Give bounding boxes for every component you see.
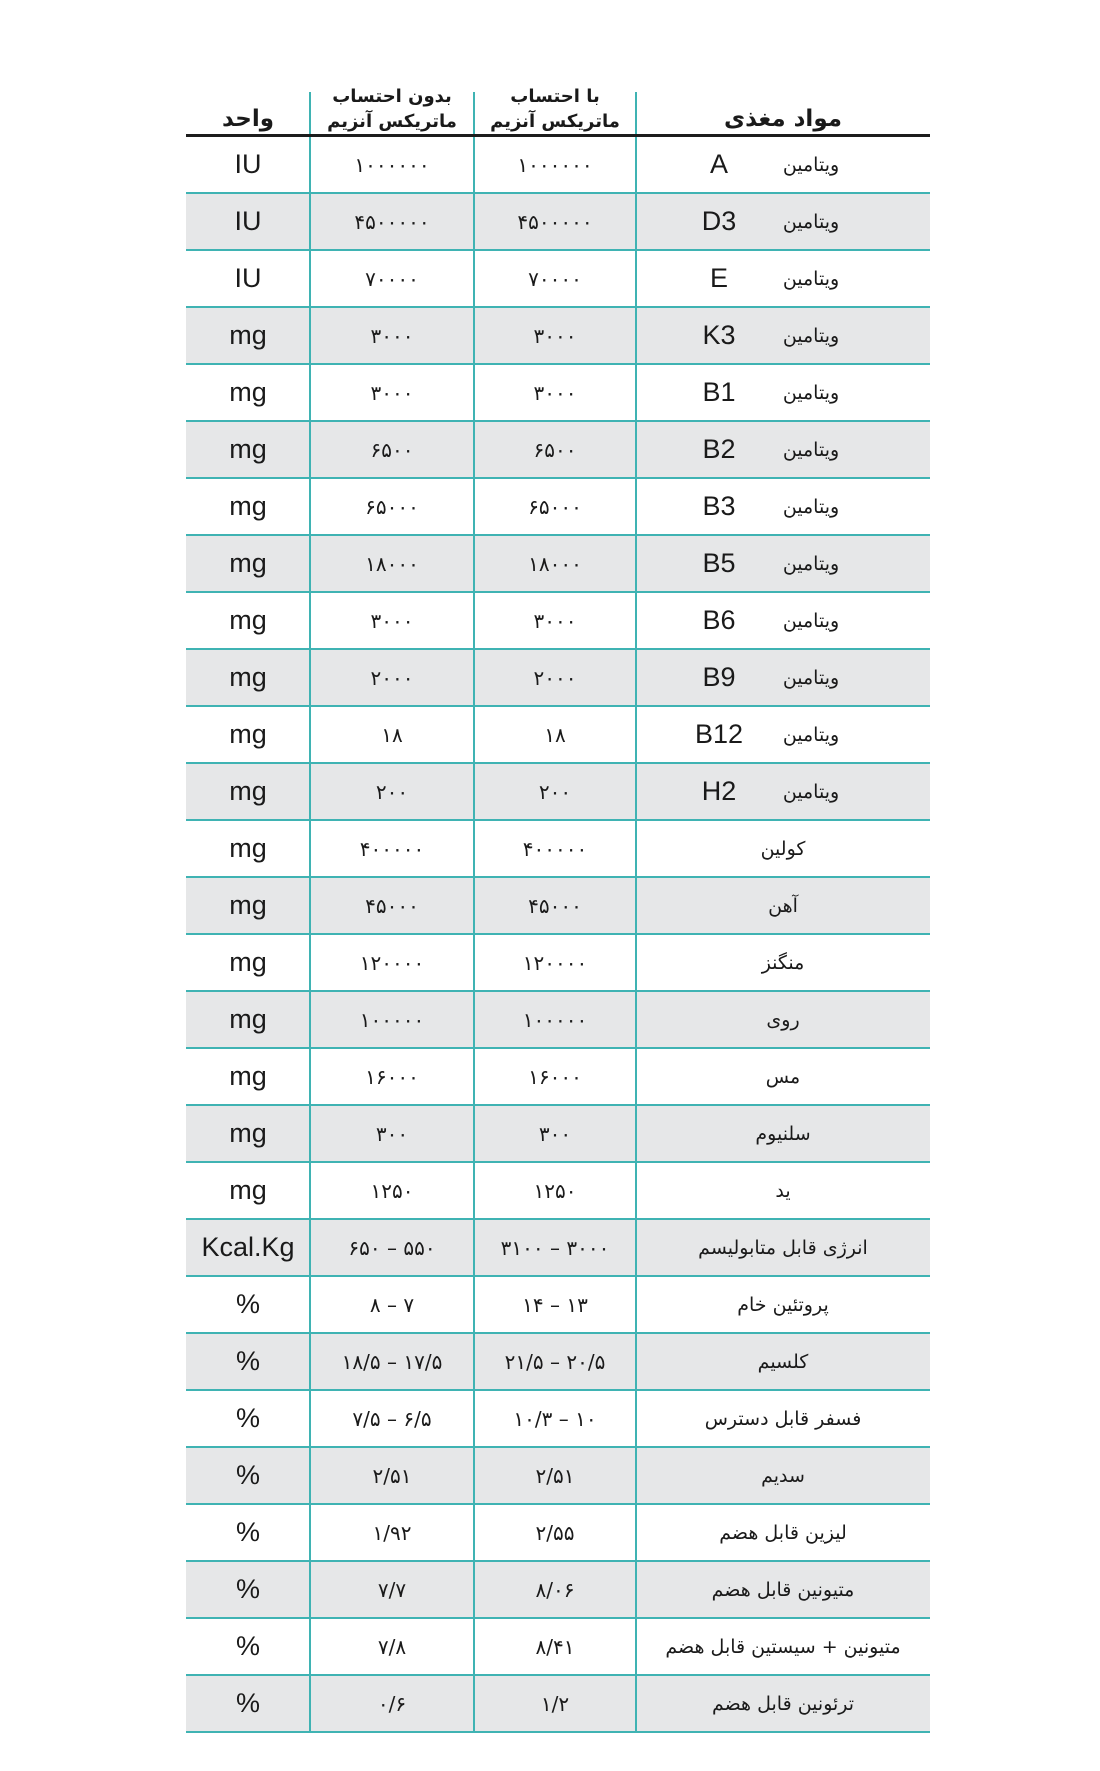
column-divider xyxy=(473,1448,475,1503)
column-divider xyxy=(473,1391,475,1446)
table-row xyxy=(186,137,930,194)
value-with-matrix-cell: ۲۰/۵ – ۲۱/۵ xyxy=(504,1349,606,1374)
nutrient-name-cell: آهن xyxy=(768,894,798,917)
value-without-matrix-cell: ۰/۶ xyxy=(377,1691,407,1716)
unit-cell: mg xyxy=(229,662,267,692)
column-divider xyxy=(635,251,637,306)
column-divider xyxy=(635,1106,637,1161)
column-divider xyxy=(635,650,637,705)
table-row xyxy=(186,308,930,365)
column-divider xyxy=(635,992,637,1047)
value-with-matrix-cell: ۱۳ – ۱۴ xyxy=(522,1292,588,1317)
column-divider xyxy=(309,479,311,534)
vitamin-label: ویتامین xyxy=(782,381,840,404)
value-without-matrix-cell: ۶۵۰۰ xyxy=(370,437,414,462)
table-row xyxy=(186,935,930,992)
value-with-matrix-cell: ۱۰۰۰۰۰۰ xyxy=(517,152,593,177)
vitamin-label: ویتامین xyxy=(782,666,840,689)
column-divider xyxy=(309,1448,311,1503)
column-divider xyxy=(309,194,311,249)
value-with-matrix-cell: ۳۰۰۰ xyxy=(533,380,577,405)
table-row xyxy=(186,593,930,650)
column-divider xyxy=(473,1277,475,1332)
value-without-matrix-cell: ۴۵۰۰۰ xyxy=(365,893,419,918)
value-with-matrix-cell: ۳۰۰۰ – ۳۱۰۰ xyxy=(500,1235,610,1260)
column-divider xyxy=(635,479,637,534)
vitamin-code: B5 xyxy=(702,548,736,578)
unit-cell: IU xyxy=(234,206,262,236)
column-divider xyxy=(309,1619,311,1674)
vitamin-code: B12 xyxy=(694,719,744,749)
vitamin-code: B2 xyxy=(702,434,736,464)
table-row xyxy=(186,1448,930,1505)
column-divider xyxy=(309,536,311,591)
vitamin-label: ویتامین xyxy=(782,723,840,746)
unit-cell: mg xyxy=(229,605,267,635)
value-with-matrix-cell: ۷۰۰۰۰ xyxy=(528,266,582,291)
table-row xyxy=(186,1277,930,1334)
value-without-matrix-cell: ۷۰۰۰۰ xyxy=(365,266,419,291)
value-without-matrix-cell: ۵۵۰ – ۶۵۰ xyxy=(348,1235,436,1260)
column-divider xyxy=(309,764,311,819)
column-divider xyxy=(635,1448,637,1503)
value-without-matrix-cell: ۱/۹۲ xyxy=(372,1520,412,1545)
nutrient-name-cell: متیونین + سیستین قابل هضم xyxy=(665,1635,901,1658)
table-row xyxy=(186,1163,930,1220)
value-with-matrix-cell: ۳۰۰۰ xyxy=(533,323,577,348)
column-divider xyxy=(309,251,311,306)
value-with-matrix-cell: ۶۵۰۰ xyxy=(533,437,577,462)
column-divider xyxy=(473,1562,475,1617)
value-with-matrix-cell: ۲۰۰ xyxy=(538,779,572,804)
column-divider xyxy=(635,764,637,819)
header-without-line2: ماتریکس آنزیم xyxy=(327,111,457,132)
column-divider xyxy=(473,707,475,762)
unit-cell: mg xyxy=(229,890,267,920)
unit-cell: mg xyxy=(229,833,267,863)
column-divider xyxy=(635,1220,637,1275)
column-divider xyxy=(309,935,311,990)
column-divider xyxy=(309,308,311,363)
header-with-enzyme-matrix xyxy=(474,56,636,148)
table-row xyxy=(186,194,930,251)
unit-cell: Kcal.Kg xyxy=(201,1232,295,1262)
column-divider xyxy=(635,1049,637,1104)
table-row xyxy=(186,821,930,878)
header-with-line1: با احتساب xyxy=(510,86,600,107)
nutrient-name-cell: ید xyxy=(775,1179,791,1202)
nutrient-name-cell: لیزین قابل هضم xyxy=(719,1521,847,1544)
table-row xyxy=(186,650,930,707)
table-body xyxy=(186,137,930,1733)
value-with-matrix-cell: ۱۲۰۰۰۰ xyxy=(522,950,588,975)
column-divider xyxy=(309,1106,311,1161)
value-without-matrix-cell: ۱۸۰۰۰ xyxy=(365,551,419,576)
column-divider xyxy=(473,1334,475,1389)
column-divider xyxy=(635,1562,637,1617)
column-divider xyxy=(309,1277,311,1332)
value-without-matrix-cell: ۳۰۰۰ xyxy=(370,323,414,348)
column-divider xyxy=(309,650,311,705)
column-divider xyxy=(635,878,637,933)
column-divider xyxy=(473,194,475,249)
value-with-matrix-cell: ۴۵۰۰۰ xyxy=(528,893,582,918)
nutrient-name-cell: سلنیوم xyxy=(755,1122,811,1145)
column-divider xyxy=(309,1334,311,1389)
column-divider xyxy=(635,137,637,192)
column-divider xyxy=(635,707,637,762)
unit-cell: % xyxy=(235,1460,260,1490)
table-row xyxy=(186,878,930,935)
value-without-matrix-cell: ۱۶۰۰۰ xyxy=(365,1064,419,1089)
value-with-matrix-cell: ۸/۴۱ xyxy=(535,1634,575,1659)
table-row xyxy=(186,365,930,422)
column-divider xyxy=(473,1676,475,1731)
column-divider xyxy=(309,1505,311,1560)
table-header xyxy=(186,56,930,137)
unit-cell: mg xyxy=(229,377,267,407)
value-without-matrix-cell: ۲۰۰۰ xyxy=(370,665,414,690)
nutrient-name-cell: پروتئین خام xyxy=(737,1293,829,1316)
vitamin-code: K3 xyxy=(702,320,736,350)
vitamin-code: E xyxy=(709,263,728,293)
value-with-matrix-cell: ۸/۰۶ xyxy=(535,1577,575,1602)
value-with-matrix-cell: ۱۲۵۰ xyxy=(533,1178,577,1203)
value-with-matrix-cell: ۱۰۰۰۰۰ xyxy=(522,1007,588,1032)
vitamin-code: B9 xyxy=(702,662,736,692)
value-with-matrix-cell: ۲/۵۵ xyxy=(535,1520,575,1545)
nutrient-name-cell: انرژی قابل متابولیسم xyxy=(698,1236,868,1259)
table-row xyxy=(186,707,930,764)
column-divider xyxy=(473,251,475,306)
column-divider xyxy=(473,821,475,876)
value-without-matrix-cell: ۱۲۰۰۰۰ xyxy=(359,950,425,975)
column-divider xyxy=(473,1163,475,1218)
column-divider xyxy=(309,1676,311,1731)
table-row xyxy=(186,1049,930,1106)
value-without-matrix-cell: ۱۲۵۰ xyxy=(370,1178,414,1203)
column-divider xyxy=(473,422,475,477)
column-divider xyxy=(309,1049,311,1104)
value-with-matrix-cell: ۳۰۰۰ xyxy=(533,608,577,633)
unit-cell: % xyxy=(235,1574,260,1604)
column-divider xyxy=(635,194,637,249)
unit-cell: % xyxy=(235,1631,260,1661)
header-divider xyxy=(473,92,475,134)
column-divider xyxy=(635,935,637,990)
column-divider xyxy=(635,1163,637,1218)
header-without-line1: بدون احتساب xyxy=(332,86,452,107)
unit-cell: % xyxy=(235,1346,260,1376)
value-without-matrix-cell: ۲۰۰ xyxy=(375,779,409,804)
header-divider xyxy=(635,92,637,134)
nutrient-name-cell: متیونین قابل هضم xyxy=(711,1578,855,1601)
unit-cell: mg xyxy=(229,434,267,464)
vitamin-code: B6 xyxy=(702,605,736,635)
column-divider xyxy=(635,1334,637,1389)
value-with-matrix-cell: ۲۰۰۰ xyxy=(533,665,577,690)
value-with-matrix-cell: ۱۶۰۰۰ xyxy=(528,1064,582,1089)
column-divider xyxy=(309,1163,311,1218)
table-row xyxy=(186,1562,930,1619)
column-divider xyxy=(309,422,311,477)
value-with-matrix-cell: ۴۵۰۰۰۰۰ xyxy=(517,209,593,234)
column-divider xyxy=(635,365,637,420)
value-without-matrix-cell: ۳۰۰ xyxy=(375,1121,409,1146)
unit-cell: mg xyxy=(229,548,267,578)
value-with-matrix-cell: ۱/۲ xyxy=(540,1691,570,1716)
column-divider xyxy=(473,137,475,192)
unit-cell: mg xyxy=(229,1004,267,1034)
vitamin-label: ویتامین xyxy=(782,324,840,347)
column-divider xyxy=(473,1106,475,1161)
vitamin-label: ویتامین xyxy=(782,438,840,461)
column-divider xyxy=(309,1562,311,1617)
value-without-matrix-cell: ۷ – ۸ xyxy=(369,1292,415,1317)
table-row xyxy=(186,992,930,1049)
table-row xyxy=(186,1505,930,1562)
column-divider xyxy=(635,1277,637,1332)
value-without-matrix-cell: ۲/۵۱ xyxy=(372,1463,412,1488)
column-divider xyxy=(473,479,475,534)
value-without-matrix-cell: ۱۰۰۰۰۰۰ xyxy=(354,152,430,177)
nutrient-name-cell: کلسیم xyxy=(757,1350,809,1373)
vitamin-code: H2 xyxy=(701,776,737,806)
header-divider xyxy=(309,92,311,134)
unit-cell: mg xyxy=(229,491,267,521)
unit-cell: IU xyxy=(234,263,262,293)
value-without-matrix-cell: ۴۰۰۰۰۰ xyxy=(359,836,425,861)
column-divider xyxy=(309,707,311,762)
column-divider xyxy=(473,365,475,420)
unit-cell: mg xyxy=(229,1175,267,1205)
column-divider xyxy=(473,992,475,1047)
vitamin-label: ویتامین xyxy=(782,210,840,233)
vitamin-label: ویتامین xyxy=(782,609,840,632)
table-row xyxy=(186,1676,930,1733)
nutrient-name-cell: فسفر قابل دسترس xyxy=(704,1407,862,1430)
column-divider xyxy=(309,1391,311,1446)
value-without-matrix-cell: ۷/۷ xyxy=(377,1577,407,1602)
value-without-matrix-cell: ۱۰۰۰۰۰ xyxy=(359,1007,425,1032)
value-with-matrix-cell: ۶۵۰۰۰ xyxy=(528,494,582,519)
table-row xyxy=(186,251,930,308)
value-with-matrix-cell: ۳۰۰ xyxy=(538,1121,572,1146)
unit-cell: % xyxy=(235,1289,260,1319)
nutrient-name-cell: سدیم xyxy=(761,1464,805,1487)
header-with-line2: ماتریکس آنزیم xyxy=(490,111,620,132)
vitamin-code: B1 xyxy=(702,377,736,407)
value-with-matrix-cell: ۲/۵۱ xyxy=(535,1463,575,1488)
table-row xyxy=(186,1334,930,1391)
column-divider xyxy=(635,1505,637,1560)
column-divider xyxy=(309,137,311,192)
vitamin-label: ویتامین xyxy=(782,495,840,518)
unit-cell: mg xyxy=(229,1061,267,1091)
column-divider xyxy=(635,1676,637,1731)
column-divider xyxy=(635,593,637,648)
value-without-matrix-cell: ۳۰۰۰ xyxy=(370,608,414,633)
value-with-matrix-cell: ۱۸۰۰۰ xyxy=(528,551,582,576)
column-divider xyxy=(635,821,637,876)
value-without-matrix-cell: ۱۸ xyxy=(381,722,403,747)
unit-cell: % xyxy=(235,1688,260,1718)
nutrient-name-cell: ترئونین قابل هضم xyxy=(711,1692,855,1715)
value-without-matrix-cell: ۶۵۰۰۰ xyxy=(365,494,419,519)
vitamin-label: ویتامین xyxy=(782,153,840,176)
column-divider xyxy=(473,1220,475,1275)
unit-cell: % xyxy=(235,1403,260,1433)
vitamin-label: ویتامین xyxy=(782,267,840,290)
vitamin-label: ویتامین xyxy=(782,552,840,575)
unit-cell: % xyxy=(235,1517,260,1547)
unit-cell: IU xyxy=(234,149,262,179)
value-without-matrix-cell: ۶/۵ – ۷/۵ xyxy=(352,1406,432,1431)
column-divider xyxy=(473,1049,475,1104)
table-row xyxy=(186,479,930,536)
table-row xyxy=(186,1619,930,1676)
column-divider xyxy=(473,650,475,705)
column-divider xyxy=(635,536,637,591)
unit-cell: mg xyxy=(229,947,267,977)
value-with-matrix-cell: ۴۰۰۰۰۰ xyxy=(522,836,588,861)
column-divider xyxy=(473,593,475,648)
table-row xyxy=(186,1391,930,1448)
value-without-matrix-cell: ۴۵۰۰۰۰۰ xyxy=(354,209,430,234)
table-row xyxy=(186,764,930,821)
column-divider xyxy=(635,1391,637,1446)
value-without-matrix-cell: ۷/۸ xyxy=(377,1634,407,1659)
table-row xyxy=(186,1220,930,1277)
column-divider xyxy=(473,878,475,933)
unit-cell: mg xyxy=(229,719,267,749)
column-divider xyxy=(473,1505,475,1560)
nutrient-name-cell: کولین xyxy=(760,837,806,860)
vitamin-code: D3 xyxy=(701,206,737,236)
column-divider xyxy=(309,821,311,876)
column-divider xyxy=(309,1220,311,1275)
value-without-matrix-cell: ۱۷/۵ – ۱۸/۵ xyxy=(341,1349,443,1374)
header-nutrient: مواد مغذی xyxy=(724,106,842,132)
column-divider xyxy=(309,365,311,420)
nutrient-name-cell: روی xyxy=(766,1008,800,1031)
column-divider xyxy=(473,935,475,990)
header-unit: واحد xyxy=(221,106,275,132)
nutrient-name-cell: منگنز xyxy=(761,951,805,974)
header-without-enzyme-matrix xyxy=(310,56,474,148)
column-divider xyxy=(473,536,475,591)
unit-cell: mg xyxy=(229,1118,267,1148)
vitamin-label: ویتامین xyxy=(782,780,840,803)
unit-cell: mg xyxy=(229,320,267,350)
value-with-matrix-cell: ۱۸ xyxy=(544,722,566,747)
table-row xyxy=(186,422,930,479)
column-divider xyxy=(635,1619,637,1674)
vitamin-code: B3 xyxy=(702,491,736,521)
table-row xyxy=(186,1106,930,1163)
column-divider xyxy=(309,878,311,933)
column-divider xyxy=(635,422,637,477)
column-divider xyxy=(309,593,311,648)
column-divider xyxy=(635,308,637,363)
column-divider xyxy=(473,308,475,363)
column-divider xyxy=(473,1619,475,1674)
table-row xyxy=(186,536,930,593)
value-without-matrix-cell: ۳۰۰۰ xyxy=(370,380,414,405)
vitamin-code: A xyxy=(709,149,728,179)
value-with-matrix-cell: ۱۰ – ۱۰/۳ xyxy=(513,1406,597,1431)
nutrient-name-cell: مس xyxy=(765,1065,801,1088)
column-divider xyxy=(309,992,311,1047)
unit-cell: mg xyxy=(229,776,267,806)
column-divider xyxy=(473,764,475,819)
nutrient-table xyxy=(186,56,930,1733)
